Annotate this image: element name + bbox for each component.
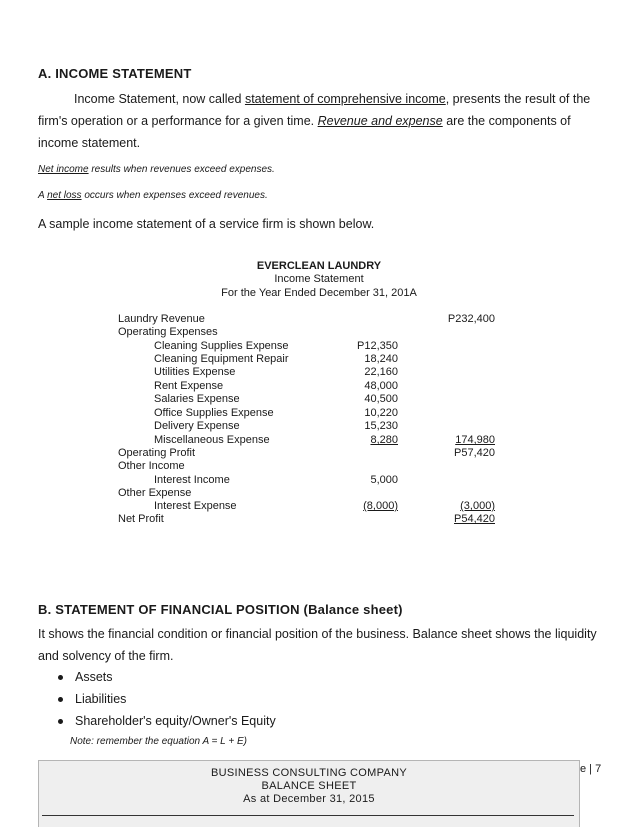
net-income-term: Net income [38, 164, 89, 175]
interest-income-amount: 5,000 [370, 474, 398, 486]
intro-line-2 [38, 114, 571, 128]
balance-sheet-header-box [38, 760, 580, 827]
bullet-item: Assets [75, 670, 113, 684]
expense-label: Rent Expense [154, 380, 224, 392]
expense-label: Salaries Expense [154, 393, 240, 405]
expense-label: Cleaning Supplies Expense [154, 340, 289, 352]
equation-note: Note: remember the equation A = L + E) [70, 736, 247, 747]
net-loss-rest: occurs when expenses exceed revenues. [81, 190, 268, 201]
section-a-heading: A. INCOME STATEMENT [38, 66, 192, 81]
bs-company: BUSINESS CONSULTING COMPANY [211, 767, 407, 779]
interest-income-label: Interest Income [154, 474, 230, 486]
expense-amount: 18,240 [364, 353, 398, 365]
bullet-icon [58, 675, 63, 680]
bs-divider [42, 815, 574, 816]
statement-period: For the Year Ended December 31, 201A [221, 287, 417, 299]
bullet-icon [58, 719, 63, 724]
statement-title: Income Statement [274, 273, 364, 285]
comprehensive-income-term: statement of comprehensive income [244, 92, 446, 106]
expense-amount: 8,280 [370, 434, 398, 446]
interest-expense-amount: (8,000) [363, 500, 398, 512]
expense-amount: 40,500 [364, 393, 398, 405]
other-expense-label: Other Expense [118, 487, 192, 499]
net-loss-pre: A [38, 190, 48, 201]
expense-total: 174,980 [455, 434, 495, 446]
net-loss-note [38, 190, 268, 201]
expense-label: Utilities Expense [154, 366, 236, 378]
bullet-item: Liabilities [75, 692, 127, 706]
bullet-icon [58, 697, 63, 702]
net-income-note [38, 164, 275, 175]
expense-amount: 10,220 [364, 407, 398, 419]
revenue-expense-term: Revenue and expense [317, 114, 443, 128]
intro-line-3: income statement. [38, 136, 141, 150]
expense-label: Cleaning Equipment Repair [154, 353, 289, 365]
expense-amount: 48,000 [364, 380, 398, 392]
section-b-heading: B. STATEMENT OF FINANCIAL POSITION (Balance sheet) [38, 602, 403, 617]
interest-expense-label: Interest Expense [154, 500, 237, 512]
expense-label: Office Supplies Expense [154, 407, 274, 419]
operating-profit-total: P57,420 [454, 447, 495, 459]
expense-label: Delivery Expense [154, 420, 240, 432]
net-profit-total: P54,420 [454, 513, 495, 525]
expense-amount: 15,230 [364, 420, 398, 432]
intro-line-2-end: are the components of [446, 114, 571, 128]
section-b-para-line-2: and solvency of the firm. [38, 649, 174, 663]
intro-text-cont: , presents the result of the [445, 92, 591, 106]
sample-intro: A sample income statement of a service firm is shown below. [38, 217, 375, 231]
revenue-label: Laundry Revenue [118, 313, 205, 325]
operating-profit-label: Operating Profit [118, 447, 196, 459]
net-loss-term: net loss [47, 190, 82, 201]
opex-label: Operating Expenses [118, 326, 218, 338]
intro-line-2-start: firm's operation or a performance for a given time. [38, 114, 315, 128]
bullet-item: Shareholder's equity/Owner's Equity [75, 714, 276, 728]
net-profit-label: Net Profit [118, 513, 164, 525]
other-income-label: Other Income [118, 460, 185, 472]
bs-title: BALANCE SHEET [261, 780, 357, 792]
page-number: e | 7 [580, 763, 602, 775]
intro-line-1 [74, 92, 590, 106]
company-name: EVERCLEAN LAUNDRY [256, 260, 382, 272]
net-income-rest: results when revenues exceed expenses. [88, 164, 275, 175]
expense-amount: P12,350 [357, 340, 398, 352]
bs-date: As at December 31, 2015 [243, 793, 375, 805]
expense-label: Miscellaneous Expense [154, 434, 270, 446]
intro-text: Income Statement, now called [74, 92, 242, 106]
section-b-para-line-1: It shows the financial condition or financial position of the business. Balance sheet shows the liquidity [38, 627, 597, 641]
revenue-total: P232,400 [447, 313, 495, 325]
other-net-amount: (3,000) [460, 500, 495, 512]
expense-amount: 22,160 [364, 366, 398, 378]
